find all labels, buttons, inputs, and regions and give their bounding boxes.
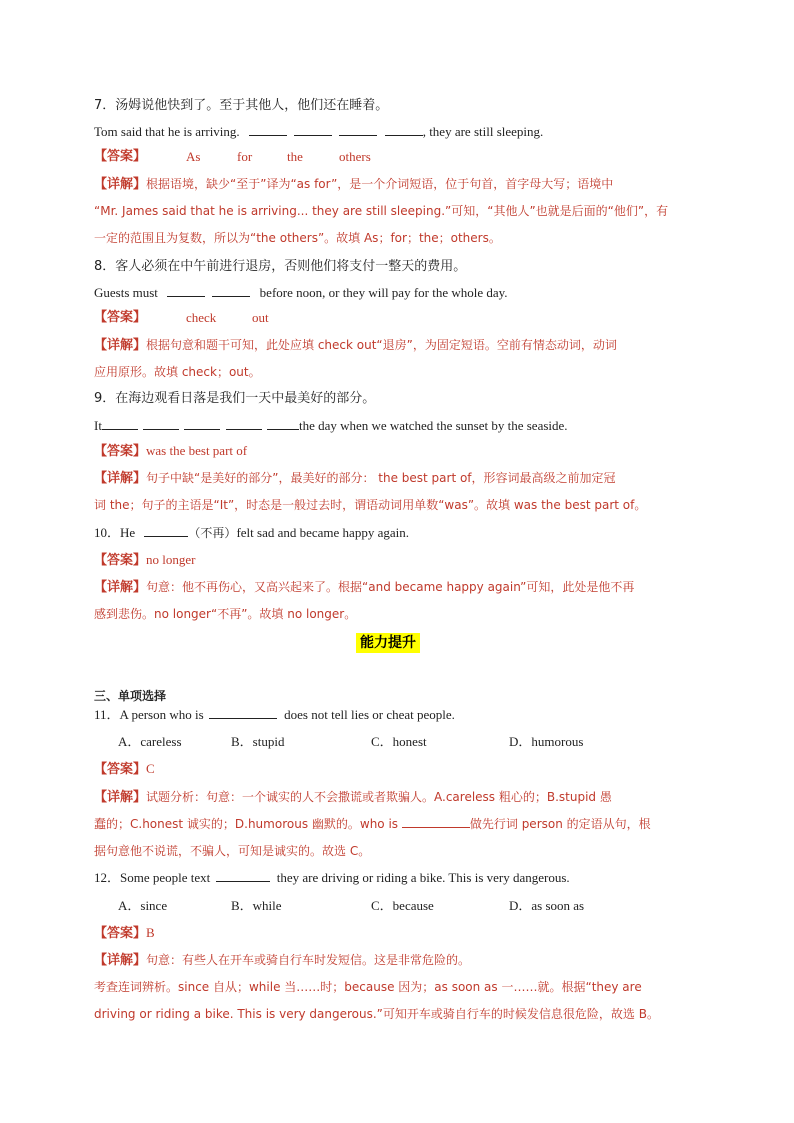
q7-detail-2: “Mr. James said that he is arriving... they are still sleeping.”可知，“其他人”也就是后面的“他们”，有	[94, 204, 669, 218]
q10-blank[interactable]	[144, 524, 188, 537]
q7-sentence	[94, 123, 694, 141]
q8-sentence-start: Guests must	[94, 285, 158, 300]
q10-prompt-hint: （不再）	[188, 526, 237, 540]
q7-blank-4[interactable]	[385, 123, 423, 136]
q9-answer-line	[94, 442, 694, 461]
q11-detail-blank	[402, 815, 470, 828]
q9-blank-5[interactable]	[267, 417, 299, 430]
q9-sentence-end: the day when we watched the sunset by the seaside.	[298, 418, 568, 433]
q9-detail-tag: 【详解】	[94, 471, 147, 486]
q10-prompt	[94, 524, 694, 542]
q10-prompt-end: felt sad and became happy again.	[236, 525, 409, 540]
q12-detail-2: 考查连词辨析。since 自从；while 当……时；because 因为；as soon as 一……就。根据“they are	[94, 980, 642, 994]
q10-answer: no longer	[146, 552, 196, 567]
q8-detail-tag: 【详解】	[94, 338, 147, 353]
q12-stem	[94, 869, 694, 887]
q7-answer-3: the	[287, 149, 303, 164]
q11-option-b[interactable]: B．stupid	[231, 734, 285, 749]
q11-detail-text-1: 试题分析：句意：一个诚实的人不会撒谎或者欺骗人。A.careless 粗心的；B.stupid 愚	[146, 790, 612, 804]
q7-detail-1	[94, 175, 694, 194]
q7-blank-2[interactable]	[294, 123, 332, 136]
q7-prompt: 7．汤姆说他快到了。至于其他人，他们还在睡着。	[94, 98, 389, 113]
q11-answer-line	[94, 760, 694, 779]
q11-detail-1	[94, 788, 694, 807]
q8-detail-1	[94, 336, 694, 355]
q12-stem-start: 12．Some people text	[94, 870, 211, 885]
q12-stem-end: they are driving or riding a bike. This is very dangerous.	[276, 870, 570, 885]
q11-option-d[interactable]: D．humorous	[509, 734, 584, 749]
q8-blank-2[interactable]	[212, 284, 250, 297]
q11-detail-text-2-end: 做先行词 person 的定语从句，根	[469, 817, 651, 831]
q8-answer-tag: 【答案】	[94, 310, 147, 325]
q11-option-c[interactable]: C．honest	[371, 734, 427, 749]
q9-blank-4[interactable]	[226, 417, 262, 430]
q11-blank[interactable]	[209, 706, 277, 719]
section-heading: 三、单项选择	[94, 689, 167, 703]
q11-answer-tag: 【答案】	[94, 762, 147, 777]
q8-answer-1: check	[186, 310, 217, 325]
section-banner: 能力提升	[356, 633, 420, 653]
q10-detail-2: 感到悲伤。no longer“不再”。故填 no longer。	[94, 607, 357, 621]
q8-sentence-end: before noon, or they will pay for the whole day.	[259, 285, 508, 300]
q9-detail-1	[94, 469, 694, 488]
q9-blank-3[interactable]	[184, 417, 220, 430]
q9-sentence	[94, 417, 694, 435]
q9-sentence-start: It	[94, 418, 102, 433]
q11-stem-start: 11．A person who is	[94, 707, 204, 722]
q7-blank-3[interactable]	[339, 123, 377, 136]
q8-detail-text-1: 根据句意和题干可知，此处应填 check out“退房”，为固定短语。空前有情态动词，动词	[146, 338, 617, 352]
q11-detail-text-2-start: 蠢的；C.honest 诚实的；D.humorous 幽默的。who is	[94, 817, 399, 831]
q12-option-a[interactable]: A．since	[118, 898, 168, 913]
q10-detail-1	[94, 578, 694, 597]
q8-blank-1[interactable]	[167, 284, 205, 297]
q11-answer: C	[146, 761, 155, 776]
q11-detail-tag: 【详解】	[94, 790, 147, 805]
q7-sentence-end: , they are still sleeping.	[422, 124, 544, 139]
q11-stem-end: does not tell lies or cheat people.	[284, 707, 455, 722]
q12-answer-tag: 【答案】	[94, 926, 147, 941]
q9-blank-1[interactable]	[102, 417, 138, 430]
q9-answer: was the best part of	[146, 443, 248, 458]
q7-answer-4: others	[339, 149, 371, 164]
q9-answer-tag: 【答案】	[94, 444, 147, 459]
q8-answer-line	[94, 309, 694, 327]
q7-answer-line	[94, 148, 694, 166]
q8-prompt: 8．客人必须在中午前进行退房，否则他们将支付一整天的费用。	[94, 259, 467, 274]
q11-detail-2	[94, 815, 694, 833]
q9-prompt: 9．在海边观看日落是我们一天中最美好的部分。	[94, 391, 376, 406]
q7-answer-tag: 【答案】	[94, 149, 147, 164]
q8-sentence	[94, 284, 694, 302]
q9-blank-2[interactable]	[143, 417, 179, 430]
q9-detail-2: 词 the；句子的主语是“It”，时态是一般过去时，谓语动词用单数“was”。故填 was the best part of。	[94, 498, 647, 512]
q12-detail-1	[94, 951, 694, 970]
q10-answer-tag: 【答案】	[94, 553, 147, 568]
q12-option-c[interactable]: C．because	[371, 898, 434, 913]
q10-detail-text-1: 句意：他不再伤心，又高兴起来了。根据“and became happy again”可知，此处是他不再	[146, 580, 635, 594]
q12-answer-line	[94, 924, 694, 943]
q11-option-a[interactable]: A．careless	[118, 734, 182, 749]
q10-answer-line	[94, 551, 694, 570]
q9-detail-text-1: 句子中缺“是美好的部分”，最美好的部分： the best part of，形容词最高级之前加定冠	[146, 471, 616, 485]
q12-detail-tag: 【详解】	[94, 953, 147, 968]
q7-detail-3: 一定的范围且为复数，所以为“the others”。故填 As；for；the；others。	[94, 231, 501, 245]
q12-detail-text-1: 句意：有些人在开车或骑自行车时发短信。这是非常危险的。	[146, 953, 471, 967]
q10-prompt-start: 10．He	[94, 525, 136, 540]
q12-option-b[interactable]: B．while	[231, 898, 282, 913]
q10-detail-tag: 【详解】	[94, 580, 147, 595]
q7-blank-1[interactable]	[249, 123, 287, 136]
q12-detail-3: driving or riding a bike. This is very dangerous.”可知开车或骑自行车的时候发信息很危险，故选 B。	[94, 1007, 659, 1021]
q11-stem	[94, 706, 694, 724]
q12-option-d[interactable]: D．as soon as	[509, 898, 585, 913]
q7-detail-tag: 【详解】	[94, 177, 147, 192]
q7-sentence-start: Tom said that he is arriving.	[94, 124, 240, 139]
q7-answer-1: As	[186, 149, 201, 164]
q11-detail-3: 据句意他不说谎，不骗人，可知是诚实的。故选 C。	[94, 844, 371, 858]
q12-blank[interactable]	[216, 869, 270, 882]
q8-detail-2: 应用原形。故填 check；out。	[94, 365, 261, 379]
q7-detail-text-1: 根据语境，缺少“至于”译为“as for”，是一个介词短语，位于句首，首字母大写；语境中	[146, 177, 614, 191]
q12-answer: B	[146, 925, 155, 940]
q8-answer-2: out	[252, 310, 269, 325]
q7-answer-2: for	[237, 149, 253, 164]
